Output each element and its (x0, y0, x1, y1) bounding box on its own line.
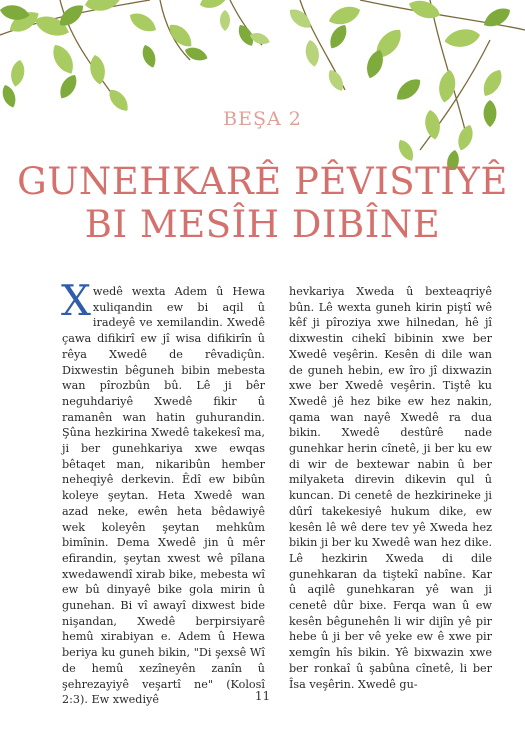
chapter-title-line-1: GUNEHKARÊ PÊVISTIYÊ (17, 160, 508, 203)
body-column-left (61, 276, 265, 708)
left-column-text: wedê wexta Adem û Hewa xuliqandin ew bi aqil û iradeyê ve xemilandin. Xwedê çawa difikirî ew jî wisa difikirîn û rêya Xwedê de rêvadiçûn. Dixwestin bêguneh bibin mebesta wan pîrozbûn bû. Lê ji bêr neguhdariyê Xwedê fikir û ramanên wan hatin guhurandin. Şûna hezkirina Xwedê takekesî ma, ji ber gunehkariya xwe ewqas bêtaqet man, nikaribûn hember neheqiyê derkevin. Êdî ew bibûn koleye şeytan. Heta Xwedê wan azad neke, ewên heta bêdawiyê wek koleyên şeytan mehkûm bimînin. Dema Xwedê jin û mêr efirandin, şeytan xwest wê pîlana xwedawendî xirab bike, mebesta wî ew bû dinyayê bike gola mirin û gunehan. Bi vî awayî dixwest bide nişandan, Xwedê berpirsiyarê hemû xirabiyan e. Adem û Hewa beriya ku guneh bikin, "Di şexsê Wî de hemû xezîneyên zanîn û şehrezayiyê veşartî ne" (Kolosî 2:3). Ew xwediyê (62, 285, 265, 707)
drop-cap: X (61, 276, 91, 325)
chapter-title-line-2: BI MESÎH DIBÎNE (84, 203, 441, 246)
leaf-branches-decoration (0, 0, 525, 170)
body-column-right (289, 284, 492, 692)
right-column-text: hevkariya Xweda û bexteaqriyê bûn. Lê wexta guneh kirin piştî wê kêf ji pîroziya xwe hilnedan, hê jî dixwestin cihekî bibinin xwe ber Xwedê veşêrin. Kesên di dile wan de guneh hebin, ew îro jî dixwazin xwe ber Xwedê veşêrin. Tiştê ku Xwedê jê hez bike ew hez nakin, qama wan nayê Xwedê ra dua bikin. Xwedê destûrê nade gunehkar herin cînetê, ji ber ku ew di wir de bextewar nabin û ber milyaketa direvin dikevin qul û kuncan. Di cenetê de hezkirineke ji dûrî takekesiyê hukum dike, ew kesên lê wê dere tev yê Xweda hez bikin ji ber ku Xwedê wan hez dike. Lê hezkirin Xweda di dile gunehkaran da tiştekî nabîne. Kar û aqilê gunehkaran yê wan ji cenetê dûr bixe. Ferqa wan û ew kesên bêgunehên li wir dijîn yê pir hebe û ji ber vê yeke ew ê xwe pir xemgîn hîs bikin. Yê bixwazin xwe ber ronkaî û şabûna cînetê, li ber Îsa veşêrin. Xwedê gu- (289, 285, 492, 691)
chapter-label: BEŞA 2 (223, 108, 302, 130)
page-number: 11 (254, 689, 271, 703)
